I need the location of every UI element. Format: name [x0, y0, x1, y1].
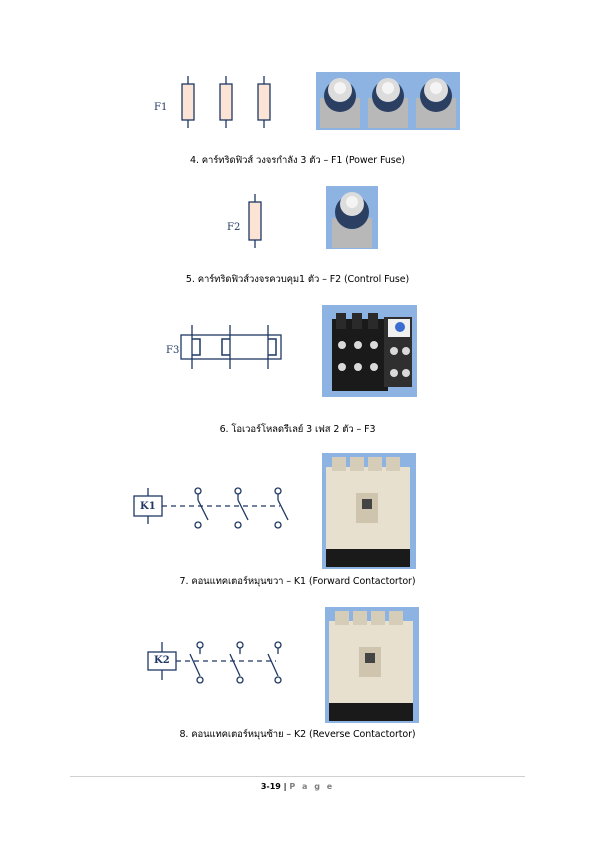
caption-reverse-contactor: 8. คอนแทคเตอร์หมุนซ้าย – K2 (Reverse Contactortor)	[179, 729, 416, 740]
symbol-label-f2: F2	[227, 222, 241, 233]
caption-forward-contactor: 7. คอนแทคเตอร์หมุนขวา – K1 (Forward Contactortor)	[179, 576, 416, 587]
fuse-symbol-f1	[176, 74, 276, 130]
forward-contactor-photo	[322, 453, 416, 569]
fuse-symbol-f2	[244, 192, 266, 250]
page-label: P a g e	[289, 782, 335, 791]
symbol-label-f1: F1	[154, 102, 168, 113]
symbol-label-f3: F3	[166, 345, 180, 356]
footer-separator: |	[283, 782, 287, 791]
caption-power-fuse: 4. คาร์ทริดฟิวส์ วงจรกำลัง 3 ตัว – F1 (Power Fuse)	[190, 155, 405, 166]
control-fuse-photo	[326, 186, 378, 249]
symbol-label-k1: K1	[140, 501, 156, 512]
overload-relay-symbol-f3	[180, 325, 284, 369]
page-number: 3-19	[260, 782, 281, 791]
symbol-label-k2: K2	[154, 655, 170, 666]
caption-overload-relay: 6. โอเวอร์โหลดรีเลย์ 3 เฟส 2 ตัว – F3	[219, 424, 376, 435]
footer-divider	[70, 776, 525, 777]
caption-control-fuse: 5. คาร์ทริดฟิวส์วงจรควบคุม1 ตัว – F2 (Control Fuse)	[185, 274, 410, 285]
page-footer	[0, 782, 595, 791]
power-fuse-photo	[316, 72, 460, 130]
reverse-contactor-photo	[325, 607, 419, 723]
overload-relay-photo	[322, 305, 417, 397]
